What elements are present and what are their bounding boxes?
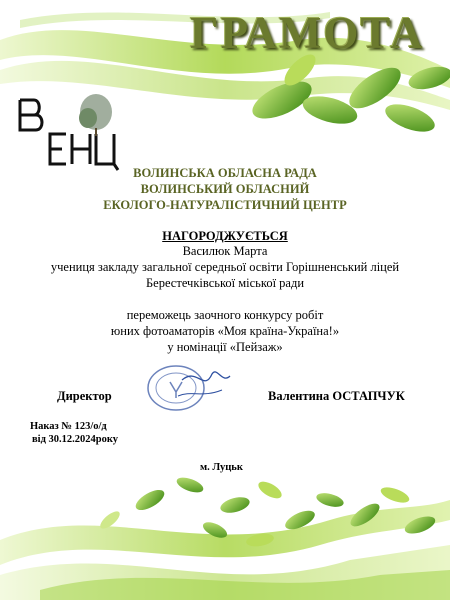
org-line-3: ЕКОЛОГО-НАТУРАЛІСТИЧНИЙ ЦЕНТР <box>103 198 347 212</box>
reason-line-2: юних фотоаматорів «Моя країна-Україна!» <box>110 324 340 338</box>
reason-line-1: переможець заочного конкурсу робіт <box>126 308 324 322</box>
logo <box>14 92 124 172</box>
recipient-line-1: учениця закладу загальної середньої освіти Горішненський ліцей <box>50 260 400 274</box>
signer-title: Директор <box>57 389 112 403</box>
award-word: НАГОРОДЖУЄТЬСЯ <box>162 229 288 243</box>
certificate-title: ГРАМОТА <box>190 8 425 58</box>
org-line-2: ВОЛИНСЬКИЙ ОБЛАСНИЙ <box>140 182 310 196</box>
recipient-line-2: Берестечківської міської ради <box>145 276 305 290</box>
order-date: від 30.12.2024року <box>32 434 119 445</box>
reason-line-3: у номінації «Пейзаж» <box>167 340 283 354</box>
city: м. Луцьк <box>200 462 243 473</box>
signer-name: Валентина ОСТАПЧУК <box>268 389 405 403</box>
tree-icon <box>14 92 124 172</box>
stamp-signature <box>142 362 232 414</box>
order-number: Наказ № 123/о/д <box>30 421 107 432</box>
org-line-1: ВОЛИНСЬКА ОБЛАСНА РАДА <box>133 166 317 180</box>
recipient-name: Василюк Марта <box>182 244 268 258</box>
